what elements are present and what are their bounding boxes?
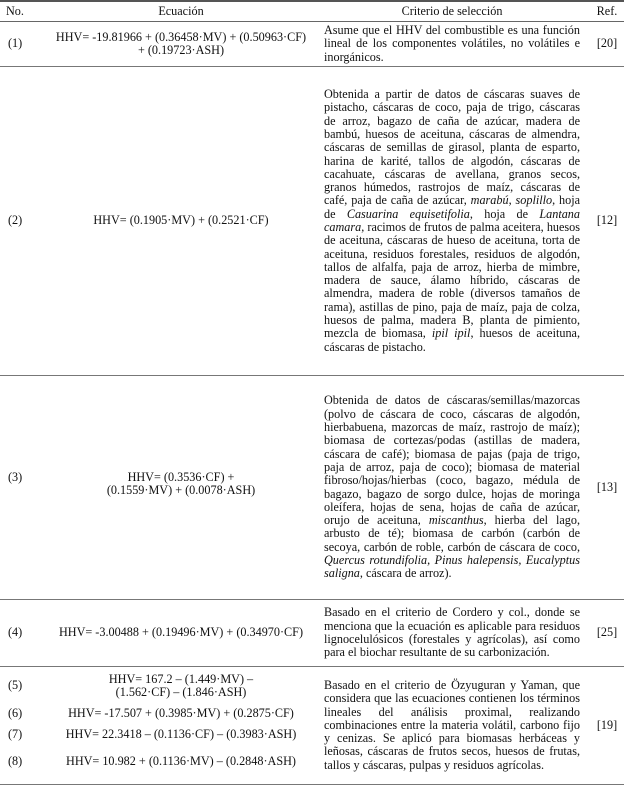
italic-species-name: Casuarina equisetifolia bbox=[346, 206, 470, 221]
criterion-text: Basado en el criterio de Özyuguran y Yaman, que considera que las ecuaciones contienen los términos lineales del análisis proximal, realizando combinaciones entre la materia volátil, carbono fijo y cenizas. Se aplicó para biomasas herbáceas y leñosas, cáscaras de frutos secos, huesos de frutas, tallos y cáscaras, pulpas y residuos agrícolas. bbox=[324, 677, 580, 772]
italic-species-name: soplillo bbox=[515, 193, 553, 208]
reference: [12] bbox=[584, 67, 624, 376]
table-row-group bbox=[0, 667, 624, 785]
equation-row bbox=[0, 745, 322, 779]
equation-number: (4) bbox=[0, 600, 40, 667]
selection-criterion bbox=[322, 67, 584, 376]
criterion-text: , hierba del lago, arbusto de té); biomasa de carbón (carbón de secoya, carbón de roble, carbón de cáscara de coco, bbox=[324, 513, 581, 554]
selection-criterion bbox=[322, 600, 584, 667]
criterion-text: , cáscara de arroz). bbox=[359, 566, 452, 581]
equation: HHV= 10.982 + (0.1136·MV) – (0.2848·ASH) bbox=[66, 754, 296, 769]
italic-species-name: marabú bbox=[470, 193, 509, 208]
equation: HHV= -17.507 + (0.3985·MV) + (0.2875·CF) bbox=[68, 706, 294, 721]
table-row bbox=[0, 600, 624, 667]
header-criterion: Criterio de selección bbox=[322, 1, 584, 22]
reference: [20] bbox=[584, 22, 624, 67]
equation-number: (5) bbox=[8, 678, 23, 693]
table-row bbox=[0, 22, 624, 67]
selection-criterion bbox=[322, 667, 584, 785]
header-no: No. bbox=[0, 1, 40, 22]
criterion-text: , racimos de frutos de palma aceitera, huesos de aceituna, cáscaras de hueso de aceituna, torta de aceituna, residuos forestales, residuos de algodón, tallos de alfalfa, paja de arroz, hierba de mimbre, madera de sauce, álamo híbrido, cáscaras de almendra, madera de roble (diversos tamaños de rama), astillas de pino, paja de maíz, paja de colza, huesos de palma, madera B, planta de pimiento, mezcla de biomasa, bbox=[324, 220, 580, 341]
header-ref: Ref. bbox=[584, 1, 624, 22]
criterion-text: Asume que el HHV del combustible es una función lineal de los componentes volátiles, no volátiles e inorgánicos. bbox=[324, 23, 580, 64]
table-row bbox=[0, 67, 624, 376]
table-header-row bbox=[0, 1, 624, 22]
criterion-text: , hoja de bbox=[469, 206, 540, 221]
criterion-text: , huesos de aceituna, cáscaras de pistacho. bbox=[324, 326, 580, 354]
criterion-text: , hoja de bbox=[324, 193, 581, 221]
reference: [19] bbox=[584, 667, 624, 785]
equation: HHV= -3.00488 + (0.19496·MV) + (0.34970·CF) bbox=[58, 625, 304, 640]
equation: HHV= 22.3418 – (0.1136·CF) – (0.3983·ASH) bbox=[65, 727, 297, 742]
equation: HHV= (0.3536·CF) + (0.1559·MV) + (0.0078·ASH) bbox=[106, 470, 256, 498]
criterion-text: Obtenida de datos de cáscaras/semillas/mazorcas (polvo de cáscara de coco, cáscaras de algodón, hierbabuena, mazorcas de maíz, rastrojo de maíz); biomasa de cortezas/podas (astillas de madera, cáscara de café); biomasa de pajas (paja de trigo, paja de arroz, paja de coco); biomasa de material fibroso/hojas/hierbas (coco, bagazo, médula de bagazo, bagazo de sorgo dulce, hojas de moringa oleífera, hojas de sena, hojas de caña de azúcar, orujo de aceituna, bbox=[324, 393, 580, 528]
italic-species-name: Lantana camara bbox=[324, 206, 580, 234]
equation-number: (8) bbox=[8, 754, 23, 769]
selection-criterion bbox=[322, 376, 584, 600]
selection-criterion bbox=[322, 22, 584, 67]
criterion-text: , bbox=[508, 193, 516, 208]
italic-species-name: miscanthus bbox=[428, 513, 484, 528]
equation-row bbox=[0, 703, 322, 725]
equation-number: (6) bbox=[8, 706, 23, 721]
equation: HHV= 167.2 – (1.449·MV) – (1.562·CF) – (1.846·ASH) bbox=[108, 671, 254, 699]
equation-row bbox=[0, 669, 322, 703]
equation-number: (3) bbox=[0, 376, 40, 600]
reference: [13] bbox=[584, 376, 624, 600]
equation-row bbox=[0, 725, 322, 745]
table-row bbox=[0, 376, 624, 600]
italic-species-name: ipil ipil bbox=[431, 326, 471, 341]
equation-number: (1) bbox=[0, 22, 40, 67]
italic-species-name: Quercus rotundifolia, Pinus halepensis, Eucalyptus saligna bbox=[324, 552, 580, 581]
header-equation: Ecuación bbox=[40, 1, 322, 22]
equation-number: (7) bbox=[8, 727, 23, 742]
criterion-text: Basado en el criterio de Cordero y col., donde se menciona que la ecuación es aplicable para residuos lignocelulósicos (forestales y agrícolas), así como para el biochar resultante de su carbonización. bbox=[324, 605, 580, 660]
equation-number: (2) bbox=[0, 67, 40, 376]
equation: HHV= -19.81966 + (0.36458·MV) + (0.50963·CF) + (0.19723·ASH) bbox=[55, 29, 307, 57]
equation: HHV= (0.1905·MV) + (0.2521·CF) bbox=[93, 213, 269, 228]
reference: [25] bbox=[584, 600, 624, 667]
criterion-text: Obtenida a partir de datos de cáscaras suaves de pistacho, cáscaras de coco, paja de trigo, cáscaras de arroz, bagazo de caña de azúcar, madera de bambú, huesos de aceituna, cáscaras de almendra, cáscaras de semillas de girasol, planta de esparto, harina de karité, tallos de algodón, cáscaras de cacahuate, cáscaras de avellana, granos secos, granos húmedos, rastrojos de maíz, cáscaras de café, paja de caña de azúcar, bbox=[324, 87, 580, 208]
